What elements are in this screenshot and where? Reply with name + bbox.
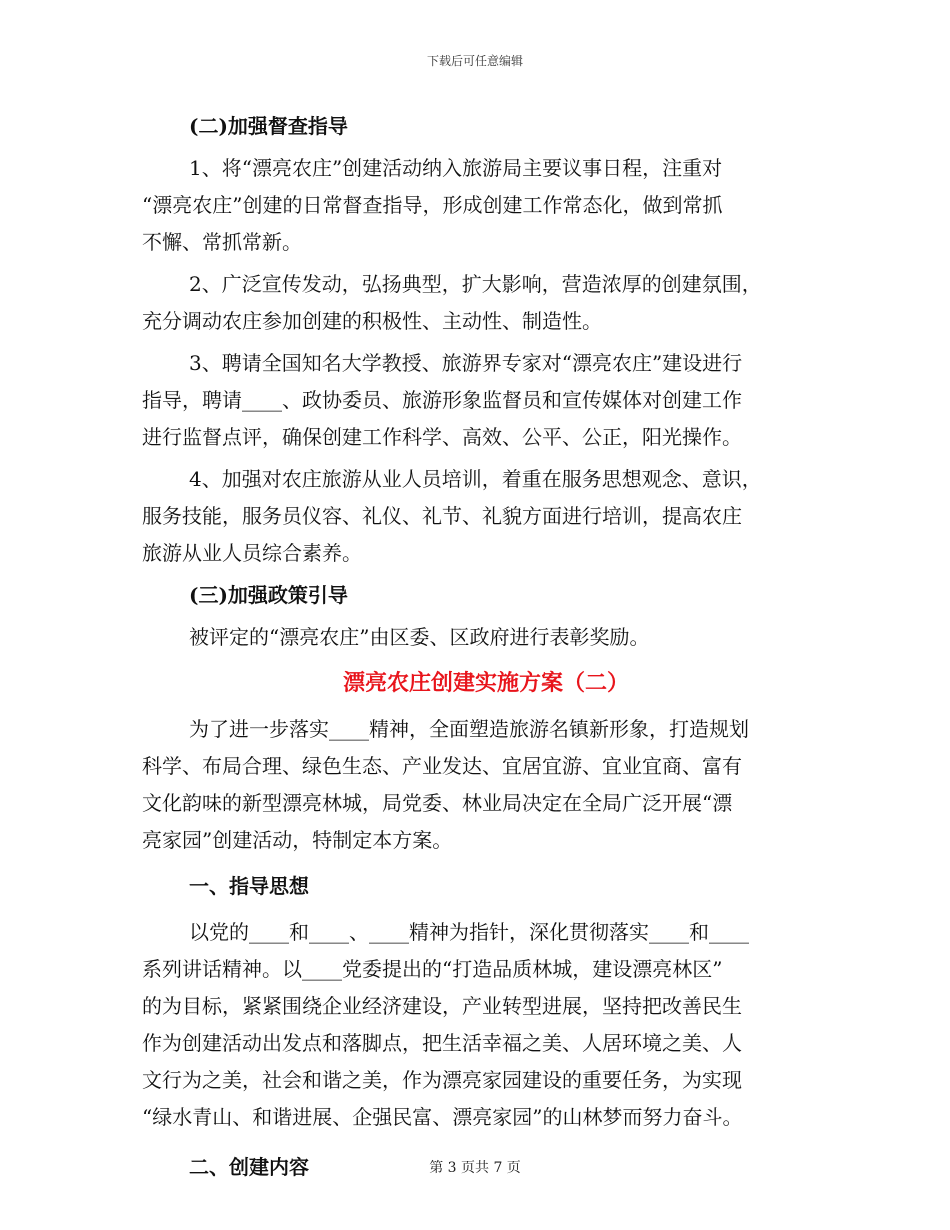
paragraph-line: 旅游从业人员综合素养。 (142, 541, 362, 565)
paragraph-line: 科学、布局合理、绿色生态、产业发达、宜居宜游、宜业宜商、富有 (142, 754, 742, 778)
paragraph-line: 以党的____和____、____精神为指针，深化贯彻落实____和____ (189, 920, 749, 944)
paragraph-line: 文行为之美，社会和谐之美，作为漂亮家园建设的重要任务，为实现 (142, 1068, 742, 1092)
page-footer: 第 3 页共 7 页 (429, 1160, 521, 1176)
paragraph-line: 2、广泛宣传发动，弘扬典型，扩大影响，营造浓厚的创建氛围， (189, 272, 762, 296)
document-title: 漂亮农庄创建实施方案（二） (342, 670, 629, 696)
paragraph-line: 充分调动农庄参加创建的积极性、主动性、制造性。 (142, 309, 602, 333)
paragraph-line: 3、聘请全国知名大学教授、旅游界专家对“漂亮农庄”建设进行 (189, 351, 743, 375)
paragraph-line: “漂亮农庄”创建的日常督查指导，形成创建工作常态化，做到常抓 (142, 193, 723, 217)
section-heading: 一、指导思想 (189, 874, 309, 898)
page-header: 下载后可任意编辑 (426, 54, 523, 68)
paragraph-line: 进行监督点评，确保创建工作科学、高效、公平、公正，阳光操作。 (142, 425, 742, 449)
document-body (142, 108, 810, 1186)
paragraph-line: 指导，聘请____、政协委员、旅游形象监督员和宣传媒体对创建工作 (142, 388, 742, 412)
paragraph-line: 亮家园”创建活动，特制定本方案。 (142, 828, 453, 852)
paragraph-line: 作为创建活动出发点和落脚点，把生活幸福之美、人居环境之美、人 (142, 1031, 742, 1055)
paragraph-line: 服务技能，服务员仪容、礼仪、礼节、礼貌方面进行培训，提高农庄 (142, 504, 742, 528)
paragraph-line: 文化韵味的新型漂亮林城，局党委、林业局决定在全局广泛开展“漂 (142, 791, 733, 815)
section-heading: (三)加强政策引导 (189, 583, 348, 607)
paragraph-line: 系列讲话精神。以____党委提出的“打造品质林城，建设漂亮林区” (142, 957, 723, 981)
paragraph-line: 被评定的“漂亮农庄”由区委、区政府进行表彰奖励。 (189, 625, 650, 649)
paragraph-line: “绿水青山、和谐进展、企强民富、漂亮家园”的山林梦而努力奋斗。 (142, 1105, 743, 1129)
paragraph-line: 为了进一步落实____精神，全面塑造旅游名镇新形象，打造规划 (189, 717, 749, 741)
paragraph-line: 的为目标，紧紧围绕企业经济建设，产业转型进展，坚持把改善民生 (142, 994, 742, 1018)
paragraph-line: 1、将“漂亮农庄”创建活动纳入旅游局主要议事日程，注重对 (189, 156, 723, 180)
paragraph-line: 4、加强对农庄旅游从业人员培训，着重在服务思想观念、意识， (189, 467, 762, 491)
paragraph-line: 不懈、常抓常新。 (142, 230, 302, 254)
section-heading: 二、创建内容 (189, 1155, 309, 1179)
section-heading: (二)加强督查指导 (189, 114, 348, 138)
